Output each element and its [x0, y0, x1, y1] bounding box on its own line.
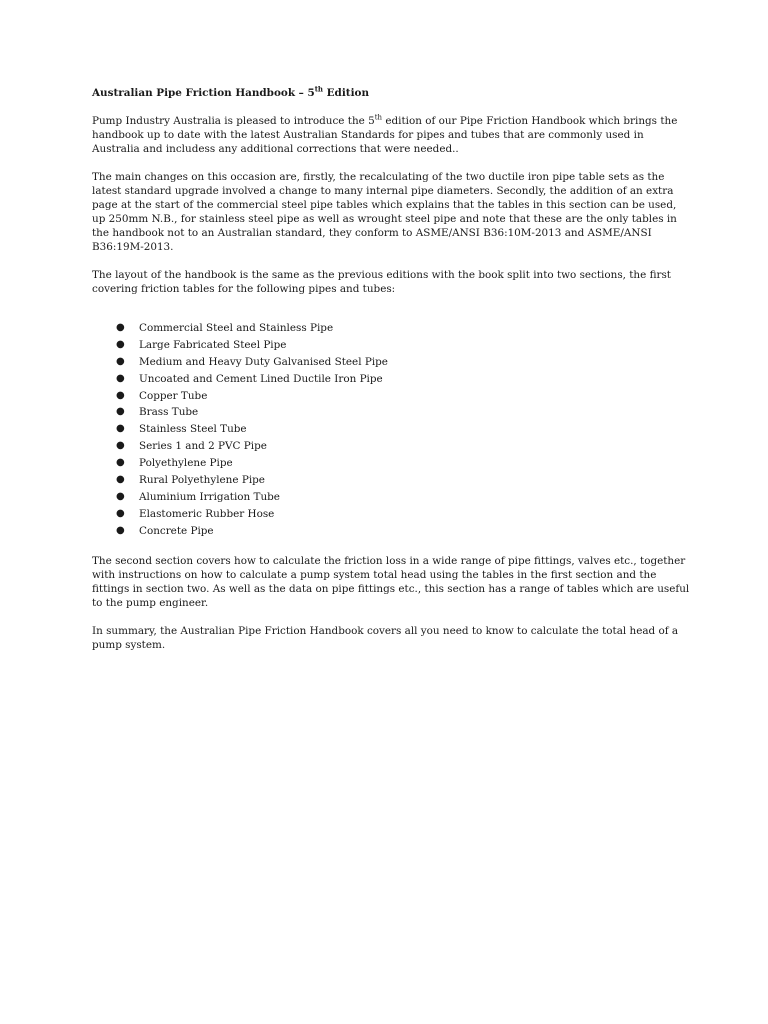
bullet-icon: ● — [116, 440, 125, 452]
bullet-icon: ● — [116, 406, 125, 418]
list-item — [92, 337, 692, 354]
list-item-label: Rural Polyethylene Pipe — [139, 474, 265, 487]
bullet-icon: ● — [116, 372, 125, 384]
list-item-label: Polyethylene Pipe — [139, 457, 233, 470]
list-item — [92, 438, 692, 455]
list-item — [92, 320, 692, 337]
list-item — [92, 421, 692, 438]
list-item-label: Series 1 and 2 PVC Pipe — [139, 440, 267, 453]
list-item — [92, 455, 692, 472]
summary-paragraph: In summary, the Australian Pipe Friction Handbook covers all you need to know to calculate the total head of a pump system. — [92, 624, 679, 651]
list-item — [92, 404, 692, 421]
list-item — [92, 506, 692, 523]
list-item-label: Uncoated and Cement Lined Ductile Iron Pipe — [139, 372, 383, 385]
title-main-text: Australian Pipe Friction Handbook – 5 — [92, 87, 315, 99]
document-title — [92, 86, 692, 100]
second-section-paragraph: The second section covers how to calculate the friction loss in a wide range of pipe fittings, valves etc., together with instructions on how to calculate a pump system total head using the tables in the first section and the fittings in section two. As well as the data on pipe fittings etc., this section has a range of tables which are useful to the pump engineer. — [92, 554, 690, 609]
list-item-label: Brass Tube — [139, 406, 199, 419]
bullet-icon: ● — [116, 507, 125, 519]
bullet-icon: ● — [116, 423, 125, 435]
bullet-icon: ● — [116, 474, 125, 486]
title-end-text: Edition — [323, 87, 369, 99]
pipe-types-list — [92, 320, 692, 540]
title-superscript: th — [314, 84, 324, 94]
list-item — [92, 388, 692, 405]
list-item-label: Aluminium Irrigation Tube — [139, 490, 280, 503]
list-item — [92, 472, 692, 489]
bullet-icon: ● — [116, 389, 125, 401]
bullet-icon: ● — [116, 322, 125, 333]
list-item — [92, 489, 692, 506]
layout-paragraph: The layout of the handbook is the same as the previous editions with the book split into two sections, the first covering friction tables for the following pipes and tubes: — [92, 269, 671, 295]
bullet-icon: ● — [116, 524, 125, 536]
intro-paragraph — [92, 114, 692, 156]
list-item-label: Medium and Heavy Duty Galvanised Steel Pipe — [139, 355, 388, 368]
list-item-label: Stainless Steel Tube — [139, 423, 247, 436]
intro-text-start: Pump Industry Australia is pleased to introduce the 5 — [92, 115, 375, 127]
bullet-icon: ● — [116, 338, 125, 350]
document-page — [92, 86, 692, 666]
list-item-label: Concrete Pipe — [139, 524, 214, 537]
list-item-label: Elastomeric Rubber Hose — [139, 507, 275, 520]
bullet-icon: ● — [116, 355, 125, 367]
list-item-label: Large Fabricated Steel Pipe — [139, 338, 287, 351]
list-item — [92, 371, 692, 388]
list-item-label: Copper Tube — [139, 389, 208, 402]
intro-text-end: edition of our Pipe Friction Handbook which brings the handbook up to date with the latest Australian Standards for pipes and tubes that are commonly used in Australia and includess any additional corrections that were needed.. — [92, 115, 678, 155]
bullet-icon: ● — [116, 457, 125, 469]
changes-paragraph: The main changes on this occasion are, firstly, the recalculating of the two ductile iron pipe table sets as the latest standard upgrade involved a change to many internal pipe diameters. Secondly, the addition of an extra page at the start of the commercial steel pipe tables which explains that the tables in this section can be used, up 250mm N.B., for stainless steel pipe as well as wrought steel pipe and note that these are the only tables in the handbook not to an Australian standard, they conform to ASME/ANSI B36:10M-2013 and ASME/ANSI B36:19M-2013. — [92, 171, 677, 253]
bullet-icon: ● — [116, 490, 125, 502]
list-item — [92, 354, 692, 371]
intro-superscript: th — [374, 113, 383, 122]
list-item-label: Commercial Steel and Stainless Pipe — [139, 322, 334, 334]
list-item — [92, 523, 692, 540]
